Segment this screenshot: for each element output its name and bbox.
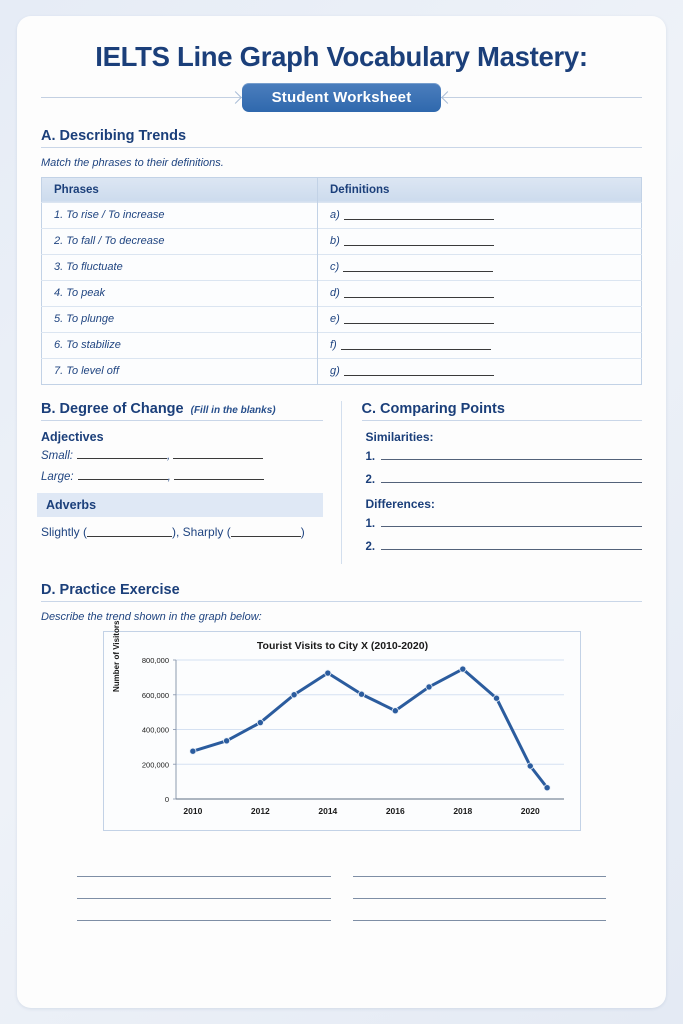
section-a-title: A. Describing Trends — [41, 127, 187, 144]
answer-line[interactable] — [77, 855, 331, 877]
adjective-row-large — [41, 471, 323, 483]
definition-letter: e) — [330, 313, 340, 326]
answer-line[interactable] — [353, 899, 607, 921]
definition-letter: b) — [330, 235, 340, 248]
definition-letter: a) — [330, 209, 340, 222]
comma-separator: , — [166, 449, 171, 462]
section-c-title: C. Comparing Points — [361, 400, 505, 417]
adverb-slightly-label: Slightly ( — [41, 524, 88, 539]
adjective-label-large: Large: — [41, 470, 74, 483]
worksheet-sheet — [17, 16, 666, 1008]
table-row — [42, 280, 642, 306]
section-c-heading — [362, 401, 643, 421]
phrase-cell: 5. To plunge — [42, 306, 318, 332]
answer-line[interactable] — [353, 877, 607, 899]
col-header-phrases: Phrases — [42, 177, 318, 202]
definition-blank[interactable] — [344, 211, 494, 220]
section-d-instruction: Describe the trend shown in the graph below: — [41, 610, 262, 623]
adjective-blank-large-2[interactable] — [174, 471, 264, 480]
section-a-instruction: Match the phrases to their definitions. — [41, 156, 224, 169]
adjective-blank-small-1[interactable] — [77, 450, 167, 459]
definition-letter: c) — [330, 261, 340, 274]
phrase-cell: 2. To fall / To decrease — [42, 228, 318, 254]
difference-line-2 — [362, 541, 643, 553]
phrase-cell: 3. To fluctuate — [42, 254, 318, 280]
adverb-blank-sharply[interactable] — [231, 528, 301, 537]
section-d — [41, 582, 642, 921]
page-title: IELTS Line Graph Vocabulary Mastery: — [95, 41, 588, 72]
svg-text:2010: 2010 — [182, 805, 202, 816]
section-c — [342, 401, 643, 564]
practice-chart — [103, 620, 581, 831]
similarity-blank-1[interactable] — [381, 451, 643, 460]
adverb-blank-slightly[interactable] — [87, 528, 172, 537]
svg-text:400,000: 400,000 — [141, 725, 169, 735]
svg-text:600,000: 600,000 — [141, 690, 169, 700]
similarity-blank-2[interactable] — [381, 474, 643, 483]
table-row — [42, 358, 642, 384]
difference-blank-2[interactable] — [381, 541, 643, 550]
chart-y-axis-label: Number of Visitors — [111, 620, 121, 692]
definition-blank[interactable] — [344, 367, 494, 376]
adjective-label-small: Small: — [41, 449, 73, 462]
differences-label: Differences: — [365, 496, 435, 511]
definition-letter: d) — [330, 287, 340, 300]
adverbs-fill-line — [41, 525, 323, 539]
similarity-number-2: 2. — [365, 473, 376, 486]
difference-blank-1[interactable] — [381, 518, 643, 527]
badge-rule-left — [41, 97, 242, 98]
svg-text:800,000: 800,000 — [141, 655, 169, 665]
definition-cell[interactable] — [318, 254, 642, 280]
answer-line[interactable] — [77, 899, 331, 921]
section-a-heading — [41, 128, 642, 148]
section-b-hint: (Fill in the blanks) — [190, 404, 276, 416]
comma-separator: , — [167, 470, 171, 483]
definition-blank[interactable] — [343, 263, 493, 272]
subtitle-badge-row — [41, 83, 642, 112]
definition-letter: g) — [330, 365, 340, 378]
sections-b-c-row — [41, 401, 642, 564]
definition-blank[interactable] — [344, 237, 494, 246]
svg-text:2018: 2018 — [452, 805, 472, 816]
section-b-heading — [41, 401, 323, 421]
adverb-close-paren: ) — [300, 524, 305, 539]
section-d-title: D. Practice Exercise — [41, 581, 180, 598]
answer-lines-block — [77, 855, 606, 921]
phrase-cell: 7. To level off — [42, 358, 318, 384]
phrase-cell: 6. To stabilize — [42, 332, 318, 358]
chart-plot-wrapper — [104, 620, 582, 832]
answer-line[interactable] — [77, 877, 331, 899]
table-row — [42, 332, 642, 358]
badge-rule-right — [441, 97, 642, 98]
difference-line-1 — [362, 518, 643, 530]
similarities-label: Similarities: — [365, 429, 434, 444]
definition-blank[interactable] — [344, 315, 494, 324]
phrase-cell: 4. To peak — [42, 280, 318, 306]
section-d-heading — [41, 582, 642, 602]
table-header-row — [42, 177, 642, 202]
section-b — [41, 401, 342, 564]
similarity-number-1: 1. — [365, 450, 376, 463]
student-worksheet-badge: Student Worksheet — [242, 83, 442, 112]
definition-cell[interactable] — [318, 202, 642, 228]
adverb-sharply-label: ), Sharply ( — [172, 524, 231, 539]
definition-cell[interactable] — [318, 358, 642, 384]
svg-text:2012: 2012 — [250, 805, 270, 816]
definition-cell[interactable] — [318, 332, 642, 358]
svg-text:0: 0 — [164, 794, 169, 804]
trends-table-body — [42, 202, 642, 384]
phrase-cell: 1. To rise / To increase — [42, 202, 318, 228]
table-row — [42, 254, 642, 280]
svg-text:2014: 2014 — [317, 805, 337, 816]
svg-text:200,000: 200,000 — [141, 760, 169, 770]
adverbs-heading: Adverbs — [37, 493, 323, 517]
table-row — [42, 202, 642, 228]
definition-cell[interactable] — [318, 306, 642, 332]
difference-number-1: 1. — [365, 517, 376, 530]
col-header-definitions: Definitions — [318, 177, 642, 202]
table-row — [42, 306, 642, 332]
answer-line[interactable] — [353, 855, 607, 877]
table-row — [42, 228, 642, 254]
definition-blank[interactable] — [341, 341, 491, 350]
similarity-line-2 — [362, 474, 643, 486]
adjectives-heading: Adjectives — [41, 429, 104, 444]
similarity-line-1 — [362, 451, 643, 463]
section-b-title: B. Degree of Change — [41, 400, 184, 417]
definition-blank[interactable] — [344, 289, 494, 298]
adjective-row-small — [41, 450, 323, 462]
adjective-blank-small-2[interactable] — [173, 450, 263, 459]
answer-column-left — [77, 855, 331, 921]
chart-title: Tourist Visits to City X (2010-2020) — [256, 639, 429, 652]
definition-letter: f) — [330, 339, 337, 352]
difference-number-2: 2. — [365, 540, 376, 553]
trends-table — [41, 177, 642, 385]
chart-svg — [104, 654, 582, 829]
definition-cell[interactable] — [318, 228, 642, 254]
answer-column-right — [353, 855, 607, 921]
definition-cell[interactable] — [318, 280, 642, 306]
svg-text:2020: 2020 — [520, 805, 540, 816]
adjective-blank-large-1[interactable] — [78, 471, 168, 480]
svg-text:2016: 2016 — [385, 805, 405, 816]
